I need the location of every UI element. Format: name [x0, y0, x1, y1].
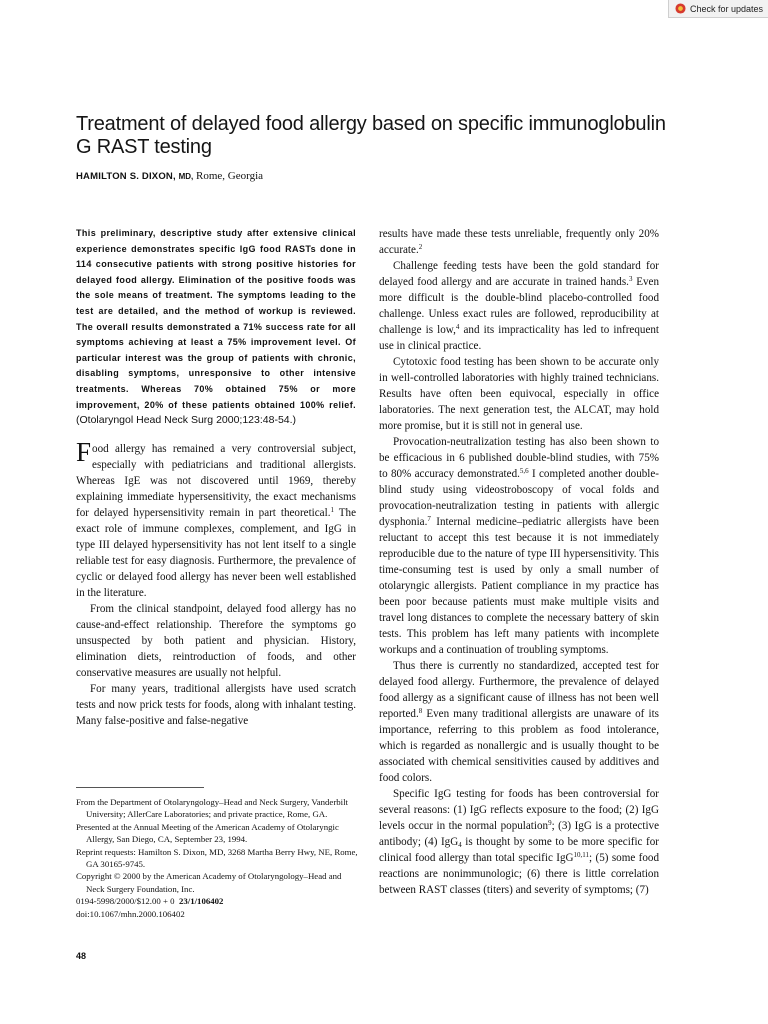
- paragraph-text: Specific IgG testing for foods has been controversial for several reasons: (1) IgG reflects exposure to the food; (2) IgG levels occur in the normal population: [379, 788, 659, 832]
- left-column: [76, 226, 356, 729]
- paragraph-text: The exact role of immune complexes, complement, and IgG in type III delayed hypersensitivity has not lent itself to a single reliable test for easy diagnosis. Furthermore, the prevalence of cyclic or delayed food allergy has never been well established in the literature.: [76, 506, 356, 599]
- body-paragraph: [379, 258, 659, 354]
- body-paragraph: [379, 658, 659, 786]
- footnote-issn: [76, 895, 358, 907]
- reference-mark: 3: [628, 275, 633, 283]
- body-paragraph: [76, 436, 356, 601]
- abstract-text: This preliminary, descriptive study after extensive clinical experience demonstrates specific IgG food RASTs done in 114 consecutive patients with strong positive histories for delayed food allergy. Elimination of the positive foods was the sole means of treatment. The symptoms leading to the test are detailed, and the method of workup is reviewed. The overall results demonstrated a 71% success rate for all symptoms achieving at least a 75% improvement level. Of particular interest was the group of patients with chronic, disabling symptoms, unresponsive to other intensive treatments. Whereas 70% obtained 75% or more improvement, 20% of these patients obtained 100% relief.: [76, 228, 356, 410]
- reference-mark: 1: [330, 505, 334, 514]
- body-paragraph: From the clinical standpoint, delayed food allergy has no cause-and-effect relationship. Therefore the symptoms go unsuspected by both patient and physician. History, elimination diets, reintroduction of foods, and other conservative measures are usually not helpful.: [76, 602, 356, 679]
- paragraph-text: Provocation-neutralization testing has also been shown to be efficacious in 6 published double-blind studies, with 75% to 80% accuracy demonstrated.: [379, 436, 659, 480]
- paragraph-text: I completed another double-blind study using videostroboscopy of vocal folds and provocation-neutralization testing in patients with allergic dysphonia.: [379, 468, 659, 528]
- footnote-affiliation: From the Department of Otolaryngology–Head and Neck Surgery, Vanderbilt University; AllerCare Laboratories; and private practice, Rome, GA.: [76, 797, 348, 820]
- drop-cap: F: [76, 436, 92, 467]
- paragraph-text: ood allergy has remained a very controversial subject, especially with pediatricians and traditional allergists. Whereas IgE was not discovered until 1969, thereby explaining immediate hypersensitivity, the exact mechanisms for delayed hypersensitivity remain in part theoretical.: [76, 442, 356, 519]
- reference-mark: 4: [455, 323, 460, 331]
- abstract: [76, 226, 356, 429]
- reference-mark: 7: [427, 515, 431, 523]
- author-name: HAMILTON S. DIXON,: [76, 171, 176, 182]
- crossmark-icon: [675, 3, 686, 14]
- check-for-updates-button[interactable]: [668, 0, 768, 18]
- reference-mark: 5,6: [519, 467, 529, 475]
- paragraph-text: Even more difficult is the double-blind placebo-controlled food challenge. Unless exact rules are followed, reproducibility at challenge is low,: [379, 276, 659, 336]
- check-for-updates-label: Check for updates: [690, 3, 764, 14]
- footnote-copyright: Copyright © 2000 by the American Academy of Otolaryngology–Head and Neck Surgery Foundation, Inc.: [76, 871, 342, 894]
- paragraph-text: results have made these tests unreliable, frequently only 20% accurate.: [379, 228, 659, 256]
- body-paragraph: [379, 226, 659, 258]
- footnotes: [76, 796, 358, 920]
- issn-code: 23/1/106402: [178, 896, 224, 907]
- paragraph-text: and its impracticality has led to infrequent use in clinical practice.: [379, 324, 660, 352]
- subscript: 4: [458, 841, 462, 849]
- reference-mark: 2: [418, 243, 423, 251]
- paragraph-text: is thought by some to be more specific for clinical food allergy than total specific IgG: [379, 836, 659, 864]
- paragraph-text: ; (3) IgG is a protective antibody; (4) IgG: [379, 820, 659, 848]
- reference-mark: 9: [548, 819, 552, 827]
- body-paragraph: [379, 434, 659, 658]
- footnote-reprints: Reprint requests: Hamilton S. Dixon, MD, 3268 Martha Berry Hwy, NE, Rome, GA 30165-9745.: [76, 846, 358, 870]
- body-paragraph: Cytotoxic food testing has been shown to be accurate only in well-controlled laboratories with highly trained technicians. Results have often been equivocal, especially in office laboratories. The next generation test, the ALCAT, may hold more promise, but it is still not in general use.: [379, 356, 659, 432]
- author-line: [76, 170, 263, 182]
- paragraph-text: Even many traditional allergists are unaware of its importance, referring to this problem as food intolerance, which is regarded as nonallergic and is usually thought to be associated with chemical sensitivities caused by additives and food colors.: [379, 708, 659, 784]
- reference-mark: 8: [418, 707, 423, 715]
- body-paragraph: For many years, traditional allergists have used scratch tests and now prick tests for foods, along with inhalant testing. Many false-positive and false-negative: [76, 682, 356, 727]
- article-title: Treatment of delayed food allergy based on specific immunoglobulin G RAST testing: [76, 113, 666, 158]
- issn-text: 0194-5998/2000/$12.00 + 0: [76, 896, 175, 907]
- footnote-divider: [76, 787, 204, 788]
- body-paragraph: [379, 786, 659, 898]
- paragraph-text: Thus there is currently no standardized, accepted test for delayed food allergy. Furthermore, the prevalence of delayed food allergy as a significant cause of illness has not been well reported.: [379, 660, 659, 720]
- footnote-doi: doi:10.1067/mhn.2000.106402: [76, 908, 185, 919]
- page-number: 48: [76, 951, 87, 961]
- paragraph-text: Internal medicine–pediatric allergists have been reluctant to accept this test because it is not immediately reproducible due to the nature of type III hypersensitivity. This time-consuming test is used by only a small number of otolaryngic allergists. Patient compliance in my practice has been poor because patients must make multiple visits and travel long distances to complete the necessary battery of skin tests. This problem has left many patients with incomplete workups and a continuation of troubling symptoms.: [379, 516, 659, 656]
- reference-mark: 10,11: [573, 851, 590, 859]
- abstract-citation: (Otolaryngol Head Neck Surg 2000;123:48-54.): [76, 414, 297, 427]
- author-location: Rome, Georgia: [196, 170, 264, 182]
- right-column: [379, 226, 659, 898]
- paragraph-text: Challenge feeding tests have been the gold standard for delayed food allergy and are accurate in trained hands.: [379, 260, 659, 288]
- footnote-presented: Presented at the Annual Meeting of the American Academy of Otolaryngic Allergy, San Diego, CA, September 23, 1994.: [76, 821, 339, 845]
- paragraph-text: ; (5) some food reactions are nonimmunologic; (6) there is little correlation between RAST classes (titers) and severity of symptoms; (7): [379, 852, 659, 896]
- author-degree: MD,: [178, 172, 194, 181]
